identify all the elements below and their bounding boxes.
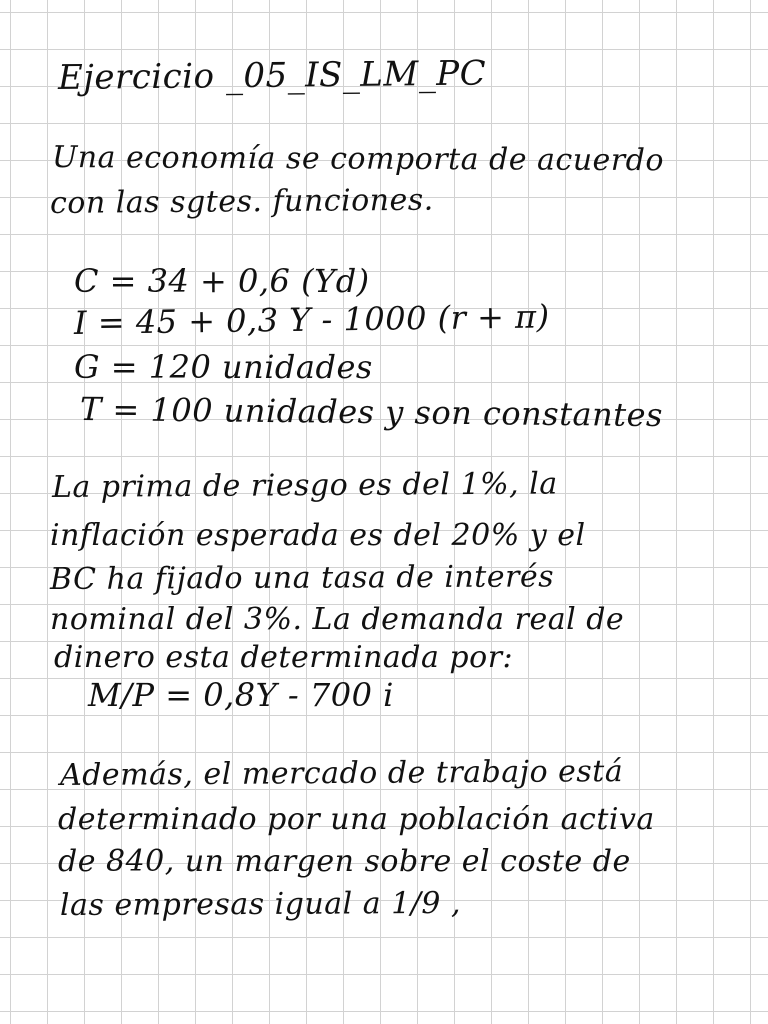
labor-line: determinado por una población activa (58, 802, 655, 837)
intro-line: Una economía se comporta de acuerdo (51, 140, 665, 179)
intro-line: con las sgtes. funciones. (49, 182, 434, 221)
money-demand-equation: M/P = 0,8Y - 700 i (88, 676, 394, 714)
government-spending-line: G = 120 unidades (74, 348, 373, 386)
labor-line: de 840, un margen sobre el coste de (58, 844, 631, 879)
labor-line: las empresas igual a 1/9 , (59, 885, 462, 923)
taxes-line: T = 100 unidades y son constantes (79, 390, 664, 435)
rates-line: BC ha fijado una tasa de interés (49, 559, 555, 597)
rates-line: La prima de riesgo es del 1%, la (51, 466, 558, 505)
rates-line: inflación esperada es del 20% y el (50, 518, 586, 553)
rates-line: nominal del 3%. La demanda real de (50, 602, 625, 637)
investment-equation: I = 45 + 0,3 Y - 1000 (r + π) (73, 297, 550, 342)
labor-line: Además, el mercado de trabajo está (59, 754, 624, 793)
rates-line: dinero esta determinada por: (54, 640, 514, 675)
exercise-title: Ejercicio _05_IS_LM_PC (57, 53, 487, 98)
consumption-equation: C = 34 + 0,6 (Yd) (74, 262, 370, 300)
